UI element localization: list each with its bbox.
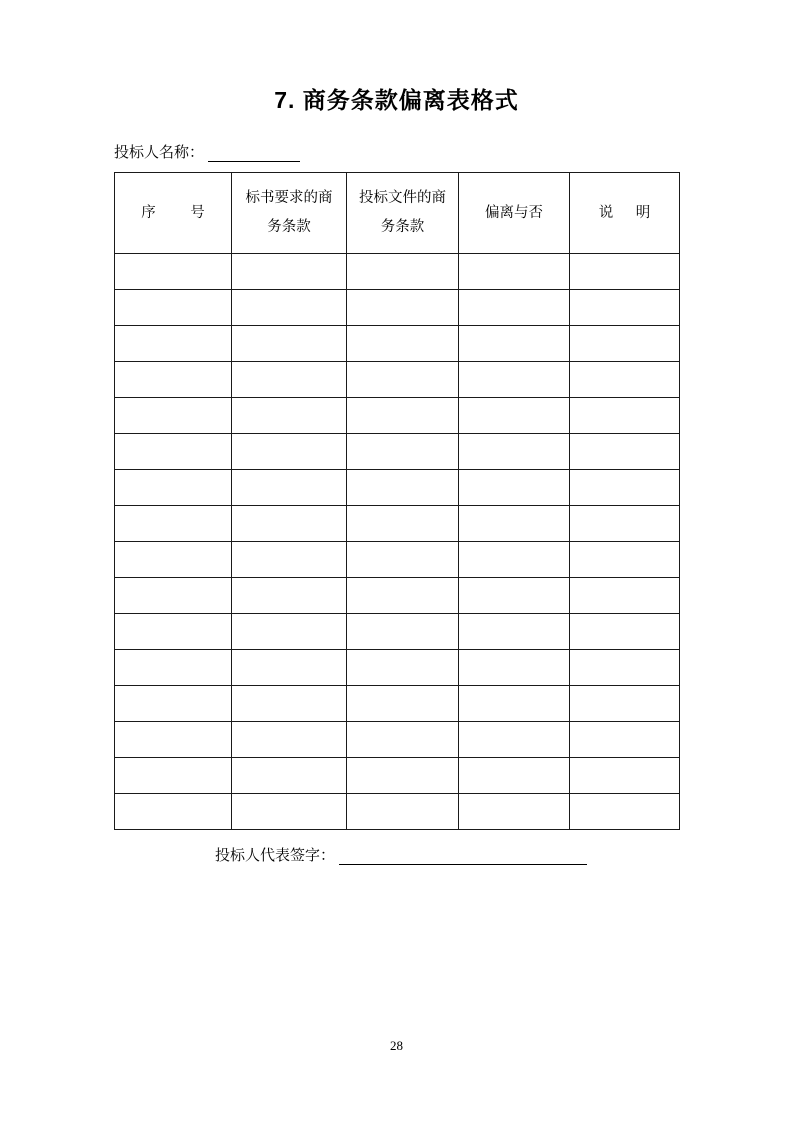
table-cell[interactable] xyxy=(570,686,680,722)
table-row xyxy=(115,506,680,542)
table-column-header-bid-terms xyxy=(347,173,459,254)
page-number: 28 xyxy=(390,1038,403,1053)
table-cell[interactable] xyxy=(232,758,347,794)
table-cell[interactable] xyxy=(115,398,232,434)
table-cell[interactable] xyxy=(570,614,680,650)
table-column-header-deviation xyxy=(459,173,570,254)
table-cell[interactable] xyxy=(232,650,347,686)
table-cell[interactable] xyxy=(347,254,459,290)
table-cell[interactable] xyxy=(570,578,680,614)
table-cell[interactable] xyxy=(570,506,680,542)
table-body xyxy=(115,254,680,830)
header-line-1: 偏离与否 xyxy=(485,204,543,221)
table-column-header-required-terms xyxy=(232,173,347,254)
table-cell[interactable] xyxy=(115,326,232,362)
table-cell[interactable] xyxy=(115,362,232,398)
table-row xyxy=(115,254,680,290)
table-cell[interactable] xyxy=(232,794,347,830)
table-row xyxy=(115,326,680,362)
table-cell[interactable] xyxy=(115,290,232,326)
table-cell[interactable] xyxy=(347,362,459,398)
table-cell[interactable] xyxy=(570,398,680,434)
table-cell[interactable] xyxy=(232,614,347,650)
table-row xyxy=(115,362,680,398)
table-cell[interactable] xyxy=(347,722,459,758)
table-cell[interactable] xyxy=(232,542,347,578)
signature-line xyxy=(215,844,793,865)
table-cell[interactable] xyxy=(459,542,570,578)
table-row xyxy=(115,722,680,758)
table-cell[interactable] xyxy=(570,542,680,578)
table-row xyxy=(115,434,680,470)
table-cell[interactable] xyxy=(459,470,570,506)
table-cell[interactable] xyxy=(115,542,232,578)
table-cell[interactable] xyxy=(115,794,232,830)
table-cell[interactable] xyxy=(115,758,232,794)
table-header xyxy=(115,173,680,254)
table-row xyxy=(115,398,680,434)
table-cell[interactable] xyxy=(347,470,459,506)
table-cell[interactable] xyxy=(115,686,232,722)
table-row xyxy=(115,686,680,722)
table-cell[interactable] xyxy=(459,254,570,290)
table-cell[interactable] xyxy=(232,398,347,434)
table-cell[interactable] xyxy=(570,434,680,470)
table-cell[interactable] xyxy=(570,794,680,830)
table-cell[interactable] xyxy=(570,362,680,398)
bidder-name-line xyxy=(114,141,793,162)
table-cell[interactable] xyxy=(570,326,680,362)
signature-label: 投标人代表签字： xyxy=(215,848,336,864)
table-cell[interactable] xyxy=(115,614,232,650)
table-cell[interactable] xyxy=(115,578,232,614)
table-cell[interactable] xyxy=(232,470,347,506)
table-cell[interactable] xyxy=(232,434,347,470)
header-line-2: 务条款 xyxy=(380,219,425,235)
header-line-1: 说 明 xyxy=(598,204,655,221)
table-row xyxy=(115,794,680,830)
table-cell[interactable] xyxy=(347,326,459,362)
table-cell[interactable] xyxy=(570,758,680,794)
table-cell[interactable] xyxy=(115,650,232,686)
table-cell[interactable] xyxy=(570,290,680,326)
table-cell[interactable] xyxy=(232,686,347,722)
table-cell[interactable] xyxy=(459,758,570,794)
table-cell[interactable] xyxy=(347,758,459,794)
header-line-1: 标书要求的商 xyxy=(245,190,333,206)
table-cell[interactable] xyxy=(459,362,570,398)
signature-blank[interactable] xyxy=(339,850,587,865)
table-cell[interactable] xyxy=(232,578,347,614)
table-cell[interactable] xyxy=(347,434,459,470)
table-cell[interactable] xyxy=(570,254,680,290)
deviation-table xyxy=(114,172,680,830)
table-cell[interactable] xyxy=(232,290,347,326)
table-cell[interactable] xyxy=(347,542,459,578)
table-cell[interactable] xyxy=(115,254,232,290)
table-row xyxy=(115,290,680,326)
table-cell[interactable] xyxy=(347,794,459,830)
table-cell[interactable] xyxy=(459,614,570,650)
table-cell[interactable] xyxy=(232,722,347,758)
table-cell[interactable] xyxy=(232,326,347,362)
table-row xyxy=(115,542,680,578)
table-cell[interactable] xyxy=(459,722,570,758)
table-cell[interactable] xyxy=(459,434,570,470)
table-cell[interactable] xyxy=(115,506,232,542)
table-cell[interactable] xyxy=(347,650,459,686)
table-cell[interactable] xyxy=(115,470,232,506)
page-title: 7. 商务条款偏离表格式 xyxy=(274,87,519,113)
bidder-name-blank[interactable] xyxy=(208,147,300,162)
table-header-row xyxy=(115,173,680,254)
table-row xyxy=(115,578,680,614)
table-cell[interactable] xyxy=(232,254,347,290)
table-cell[interactable] xyxy=(459,794,570,830)
table-cell[interactable] xyxy=(570,470,680,506)
table-cell[interactable] xyxy=(232,506,347,542)
table-cell[interactable] xyxy=(347,686,459,722)
table-row xyxy=(115,650,680,686)
table-cell[interactable] xyxy=(570,650,680,686)
table-cell[interactable] xyxy=(347,398,459,434)
table-cell[interactable] xyxy=(115,722,232,758)
bidder-name-label: 投标人名称： xyxy=(114,145,205,161)
table-cell[interactable] xyxy=(347,506,459,542)
table-cell[interactable] xyxy=(459,290,570,326)
header-line-2: 务条款 xyxy=(267,219,311,235)
header-line-1: 投标文件的商 xyxy=(359,190,446,206)
table-column-header-serial xyxy=(115,173,232,254)
table-cell[interactable] xyxy=(459,686,570,722)
table-row xyxy=(115,470,680,506)
table-cell[interactable] xyxy=(459,650,570,686)
table-row xyxy=(115,758,680,794)
table-cell[interactable] xyxy=(347,614,459,650)
table-cell[interactable] xyxy=(459,578,570,614)
table-cell[interactable] xyxy=(115,434,232,470)
table-cell[interactable] xyxy=(232,362,347,398)
table-row xyxy=(115,614,680,650)
table-cell[interactable] xyxy=(459,506,570,542)
table-cell[interactable] xyxy=(459,326,570,362)
table-cell[interactable] xyxy=(570,722,680,758)
table-cell[interactable] xyxy=(347,578,459,614)
table-cell[interactable] xyxy=(459,398,570,434)
table-cell[interactable] xyxy=(347,290,459,326)
table-column-header-remark xyxy=(570,173,680,254)
header-line-1: 序 号 xyxy=(141,204,215,221)
